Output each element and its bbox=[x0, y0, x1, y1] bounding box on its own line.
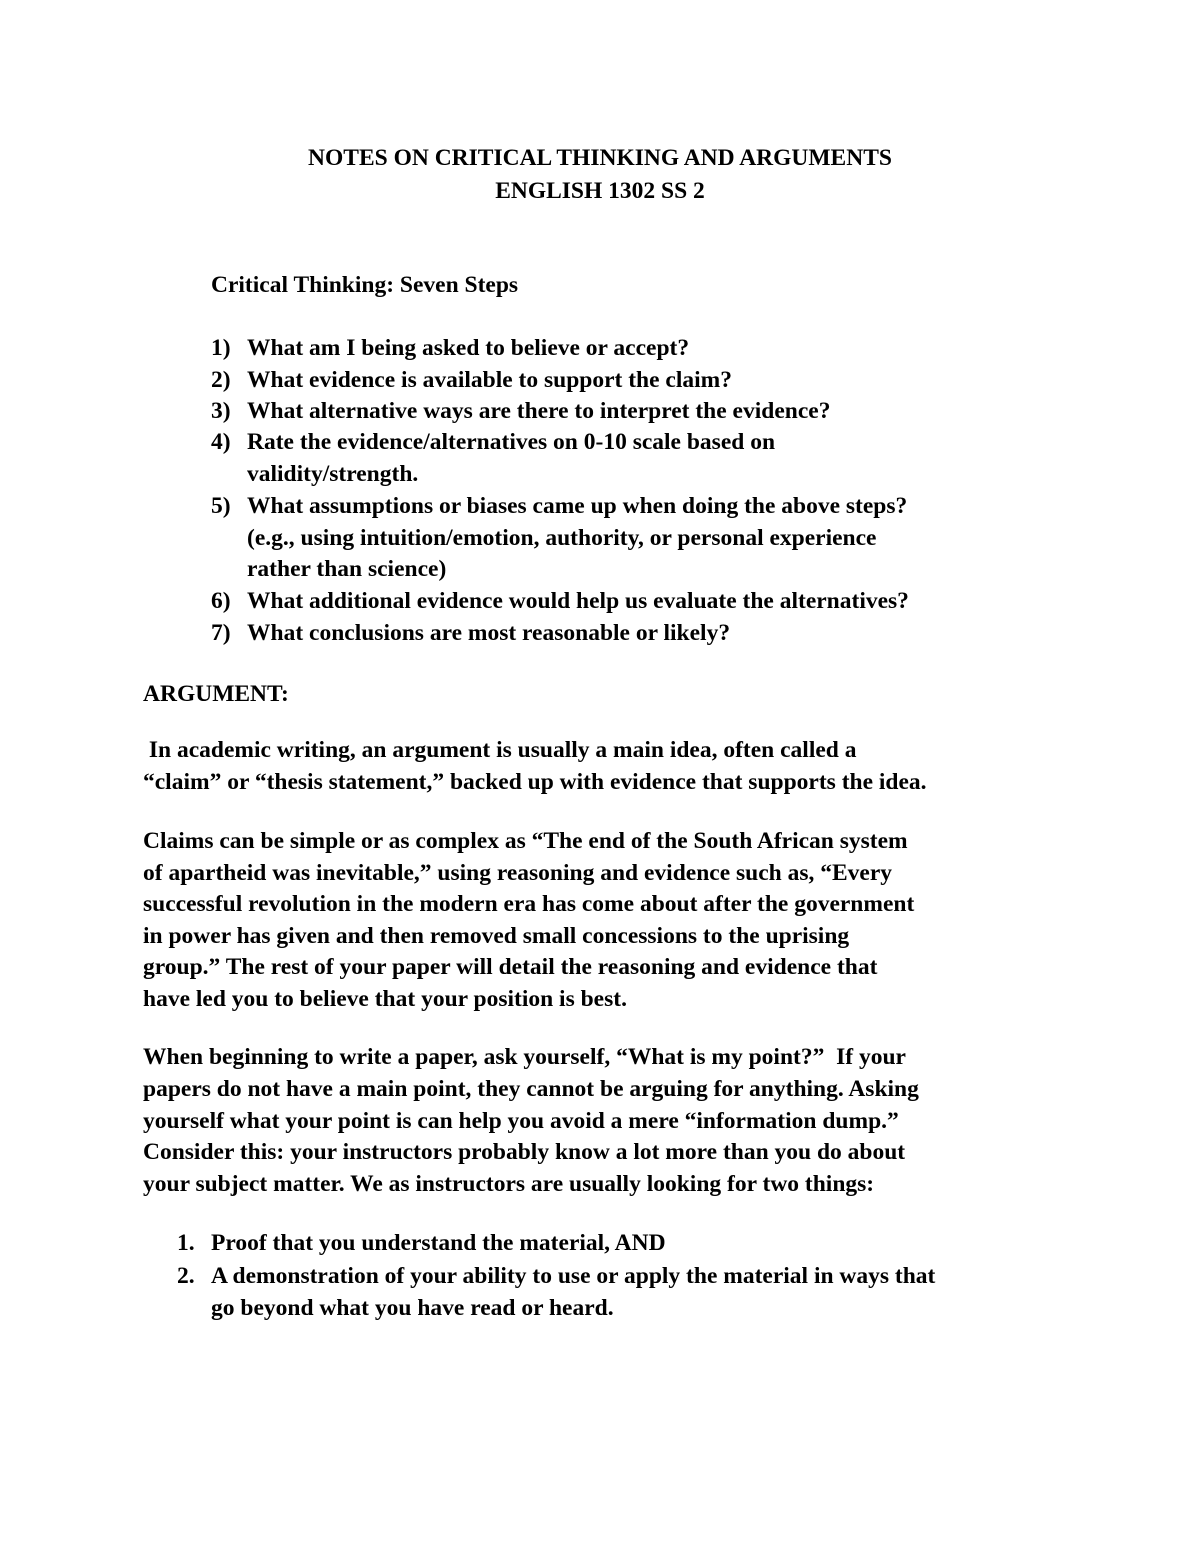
step-text: validity/strength. bbox=[247, 461, 419, 487]
step-text: What additional evidence would help us evaluate the alternatives? bbox=[247, 588, 909, 614]
step-text: What assumptions or biases came up when doing the above steps? bbox=[247, 493, 908, 519]
list-item-text: go beyond what you have read or heard. bbox=[211, 1295, 614, 1321]
list-item-number: 1. bbox=[177, 1230, 195, 1256]
paragraph-line: “claim” or “thesis statement,” backed up with evidence that supports the idea. bbox=[143, 769, 927, 795]
document-title: NOTES ON CRITICAL THINKING AND ARGUMENTS bbox=[308, 145, 892, 171]
paragraph-line: of apartheid was inevitable,” using reasoning and evidence such as, “Every bbox=[143, 860, 893, 886]
step-number: 7) bbox=[211, 620, 231, 646]
step-number: 1) bbox=[211, 335, 231, 361]
paragraph-line: group.” The rest of your paper will detail the reasoning and evidence that bbox=[143, 954, 878, 980]
paragraph-line: successful revolution in the modern era has come about after the government bbox=[143, 891, 915, 917]
step-text: What evidence is available to support the claim? bbox=[247, 367, 732, 393]
paragraph-line: in power has given and then removed small concessions to the uprising bbox=[143, 923, 850, 949]
document-subtitle: ENGLISH 1302 SS 2 bbox=[495, 178, 705, 204]
step-number: 6) bbox=[211, 588, 231, 614]
step-text: rather than science) bbox=[247, 556, 447, 582]
paragraph-line: When beginning to write a paper, ask yourself, “What is my point?” If your bbox=[143, 1044, 906, 1070]
list-item-text: Proof that you understand the material, AND bbox=[211, 1230, 666, 1256]
paragraph-line: In academic writing, an argument is usually a main idea, often called a bbox=[143, 737, 857, 763]
paragraph-line: have led you to believe that your position is best. bbox=[143, 986, 627, 1012]
paragraph-line: yourself what your point is can help you avoid a mere “information dump.” bbox=[143, 1108, 899, 1134]
list-item-text: A demonstration of your ability to use or apply the material in ways that bbox=[211, 1263, 936, 1289]
step-number: 2) bbox=[211, 367, 231, 393]
step-text: What am I being asked to believe or accept? bbox=[247, 335, 690, 361]
step-text: (e.g., using intuition/emotion, authority, or personal experience bbox=[247, 525, 877, 551]
step-number: 3) bbox=[211, 398, 231, 424]
paragraph-line: your subject matter. We as instructors are usually looking for two things: bbox=[143, 1171, 875, 1197]
step-text: Rate the evidence/alternatives on 0-10 scale based on bbox=[247, 429, 776, 455]
section-heading-critical-thinking: Critical Thinking: Seven Steps bbox=[211, 272, 519, 298]
section-heading-argument: ARGUMENT: bbox=[143, 681, 289, 707]
step-text: What conclusions are most reasonable or likely? bbox=[247, 620, 731, 646]
list-item-number: 2. bbox=[177, 1263, 195, 1289]
step-number: 4) bbox=[211, 429, 231, 455]
step-text: What alternative ways are there to interpret the evidence? bbox=[247, 398, 831, 424]
step-number: 5) bbox=[211, 493, 231, 519]
paragraph-line: Consider this: your instructors probably know a lot more than you do about bbox=[143, 1139, 906, 1165]
paragraph-line: papers do not have a main point, they cannot be arguing for anything. Asking bbox=[143, 1076, 919, 1102]
paragraph-line: Claims can be simple or as complex as “The end of the South African system bbox=[143, 828, 908, 854]
